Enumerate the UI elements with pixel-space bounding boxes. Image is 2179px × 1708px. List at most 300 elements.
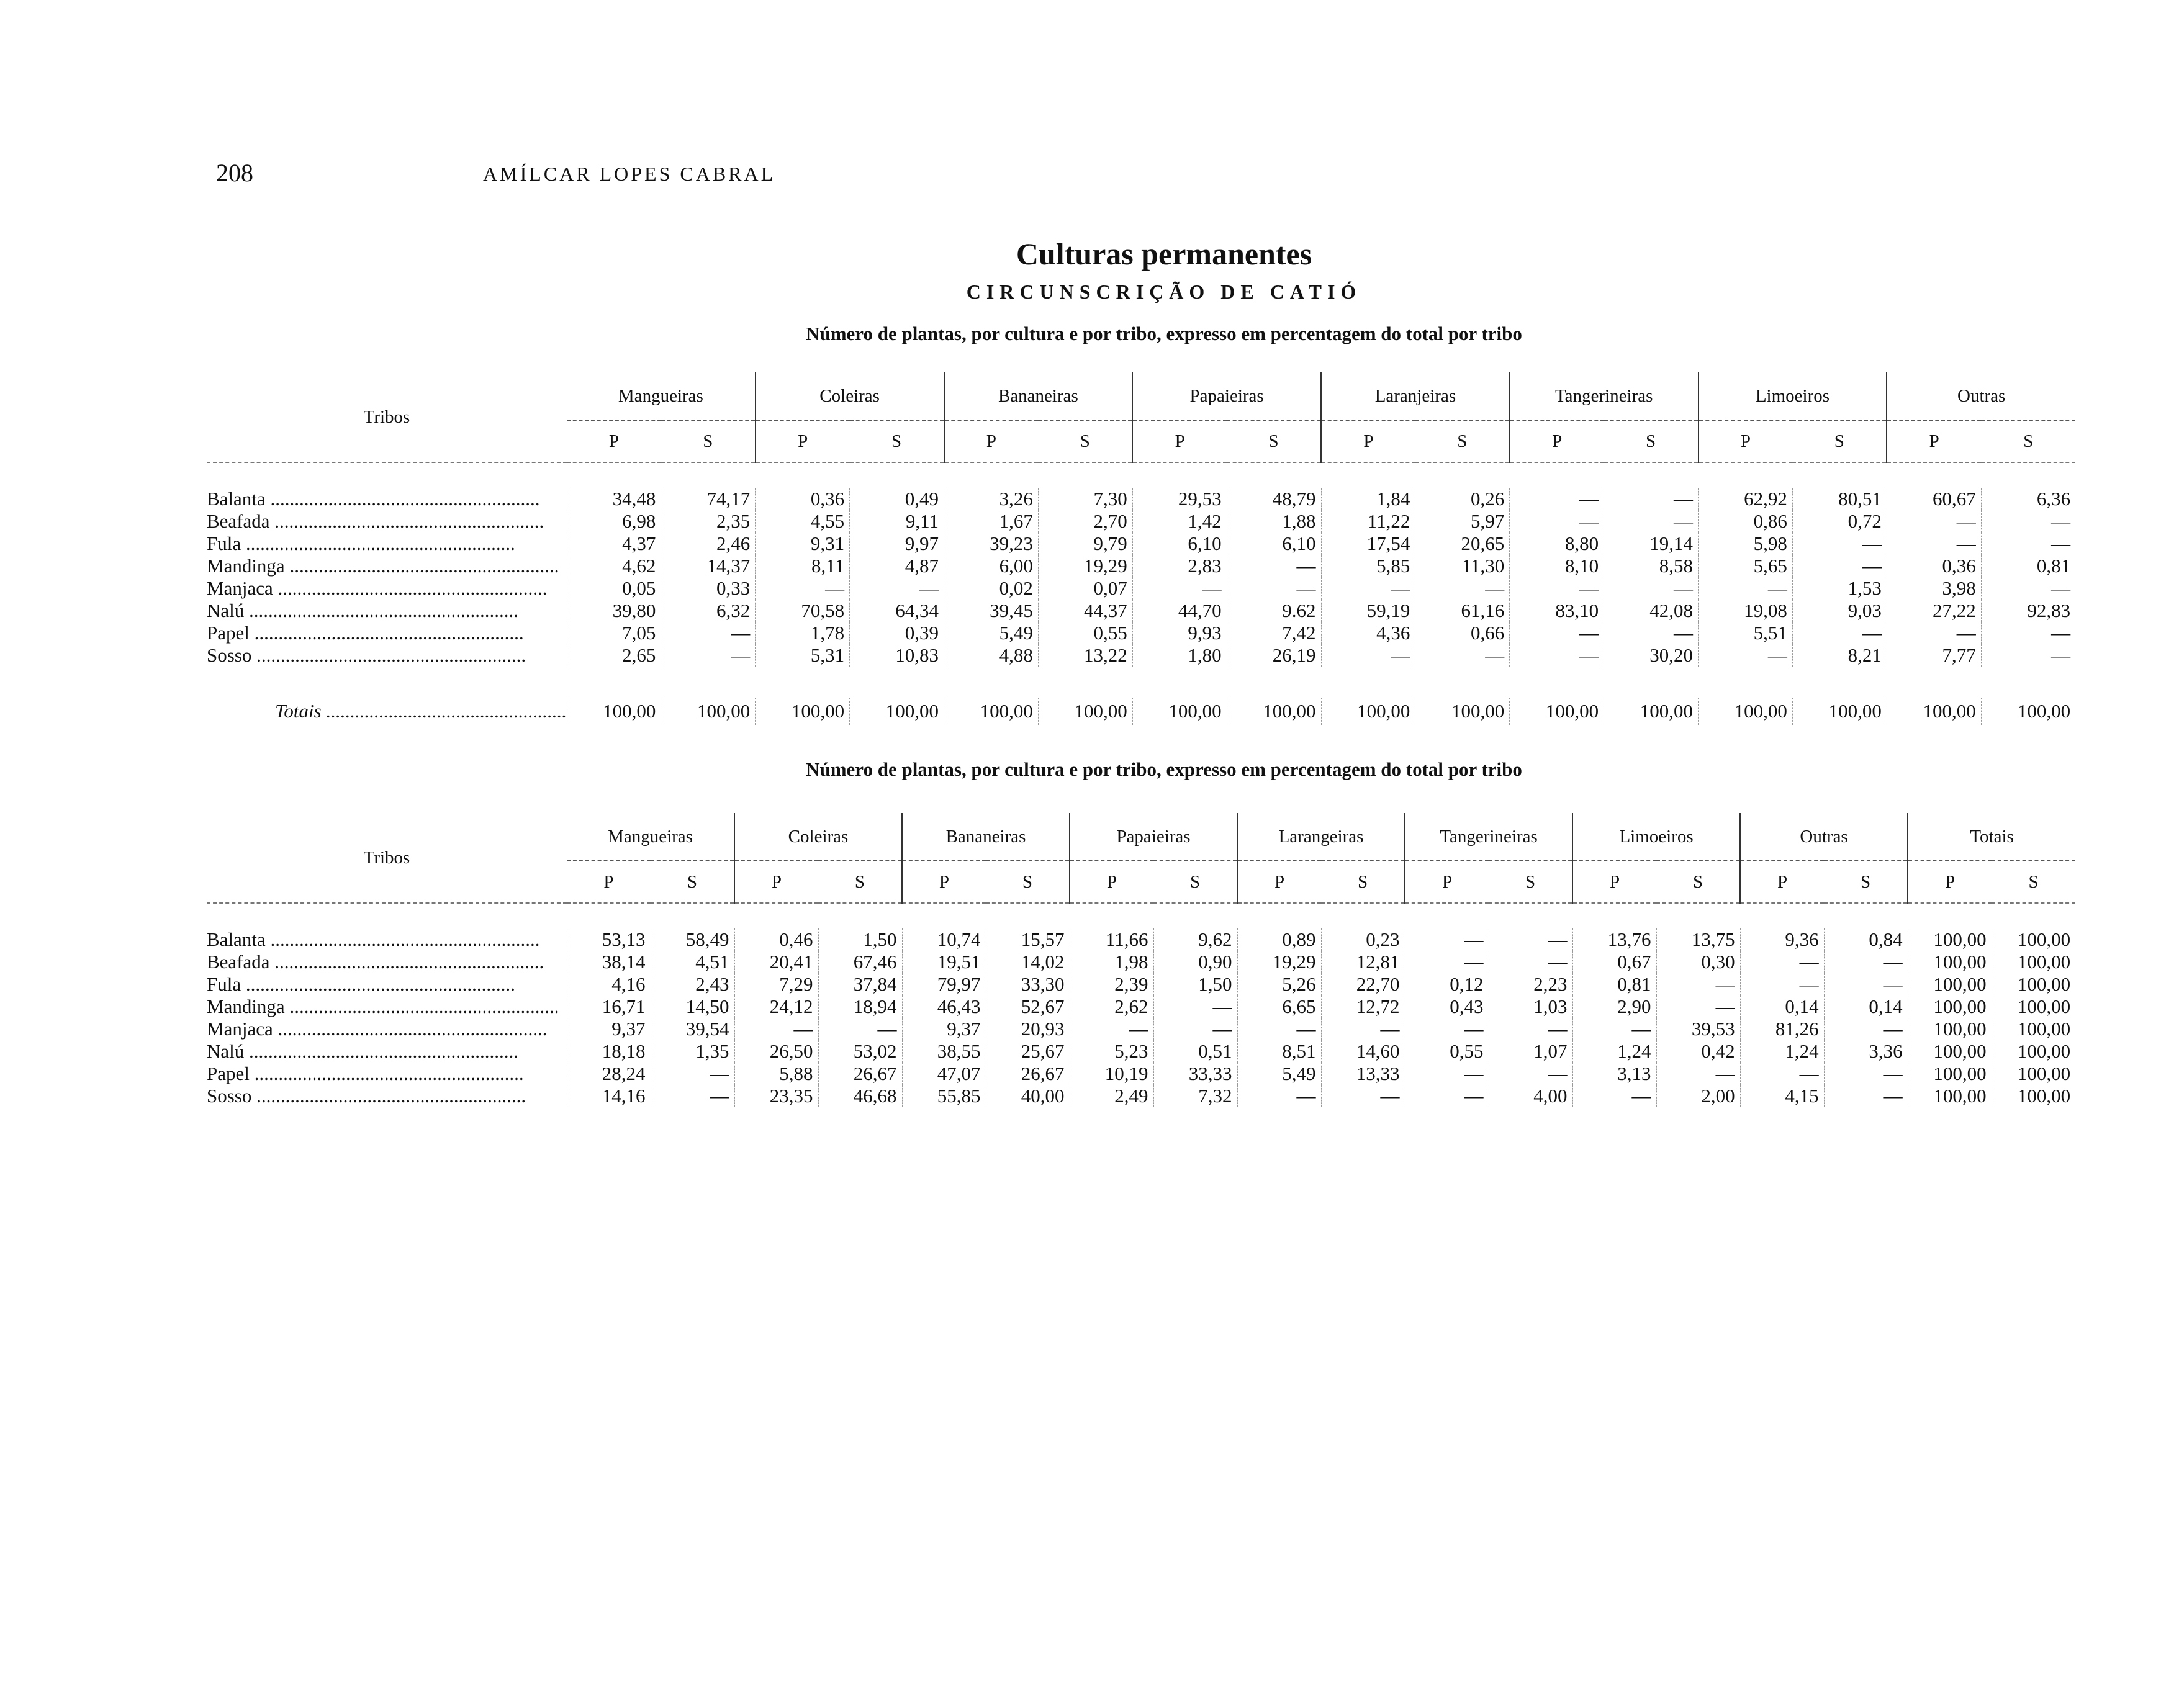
- value-cell: 100,00: [1992, 1085, 2075, 1107]
- value-cell: 13,76: [1572, 928, 1656, 951]
- value-cell: —: [1132, 577, 1227, 600]
- value-cell: —: [1489, 1018, 1572, 1040]
- value-cell: 7,29: [734, 973, 818, 996]
- value-cell: 79,97: [902, 973, 986, 996]
- value-cell: 8,58: [1604, 555, 1699, 577]
- value-cell: 0,46: [734, 928, 818, 951]
- s-header: S: [850, 420, 944, 462]
- value-cell: —: [1981, 510, 2075, 533]
- value-cell: —: [1572, 1085, 1656, 1107]
- value-cell: —: [1604, 622, 1699, 644]
- value-cell: 2,43: [651, 973, 734, 996]
- p-header: P: [1572, 861, 1656, 903]
- value-cell: —: [1321, 1018, 1405, 1040]
- value-cell: 9,37: [902, 1018, 986, 1040]
- p-header: P: [567, 420, 661, 462]
- crop-header: Limoeiros: [1572, 813, 1740, 861]
- table-row: [207, 1085, 2075, 1107]
- value-cell: 1,35: [651, 1040, 734, 1063]
- value-cell: —: [1237, 1085, 1321, 1107]
- value-cell: 80,51: [1792, 488, 1887, 510]
- value-cell: 7,05: [567, 622, 661, 644]
- value-cell: —: [661, 644, 756, 667]
- value-cell: —: [651, 1063, 734, 1085]
- table-row: [207, 951, 2075, 973]
- value-cell: 0,02: [944, 577, 1039, 600]
- value-cell: 9,03: [1792, 600, 1887, 622]
- p-header: P: [1740, 861, 1824, 903]
- value-cell: —: [1740, 973, 1824, 996]
- value-cell: —: [1604, 510, 1699, 533]
- value-cell: 8,10: [1510, 555, 1604, 577]
- value-cell: 0,89: [1237, 928, 1321, 951]
- value-cell: —: [1981, 533, 2075, 555]
- total-cell: 100,00: [756, 698, 850, 725]
- value-cell: 92,83: [1981, 600, 2075, 622]
- s-header: S: [1038, 420, 1132, 462]
- value-cell: 60,67: [1887, 488, 1981, 510]
- value-cell: 100,00: [1908, 973, 1992, 996]
- total-cell: 100,00: [944, 698, 1039, 725]
- value-cell: 62,92: [1699, 488, 1793, 510]
- value-cell: 3,13: [1572, 1063, 1656, 1085]
- value-cell: 8,21: [1792, 644, 1887, 667]
- crop-header: Mangueiras: [567, 372, 756, 420]
- total-cell: 100,00: [1227, 698, 1321, 725]
- value-cell: 46,43: [902, 996, 986, 1018]
- value-cell: —: [1237, 1018, 1321, 1040]
- value-cell: 6,98: [567, 510, 661, 533]
- value-cell: 6,32: [661, 600, 756, 622]
- value-cell: 8,11: [756, 555, 850, 577]
- value-cell: 55,85: [902, 1085, 986, 1107]
- value-cell: —: [1153, 1018, 1237, 1040]
- value-cell: 33,30: [986, 973, 1070, 996]
- value-cell: 48,79: [1227, 488, 1321, 510]
- value-cell: 25,67: [986, 1040, 1070, 1063]
- value-cell: —: [1887, 622, 1981, 644]
- value-cell: 5,88: [734, 1063, 818, 1085]
- value-cell: 12,81: [1321, 951, 1405, 973]
- value-cell: 100,00: [1908, 951, 1992, 973]
- value-cell: 18,18: [567, 1040, 651, 1063]
- s-header: S: [1656, 861, 1740, 903]
- value-cell: —: [1824, 951, 1908, 973]
- value-cell: —: [1405, 1085, 1489, 1107]
- value-cell: 20,93: [986, 1018, 1070, 1040]
- value-cell: 100,00: [1992, 1063, 2075, 1085]
- value-cell: —: [1321, 644, 1415, 667]
- total-cell: 100,00: [1699, 698, 1793, 725]
- value-cell: 4,87: [850, 555, 944, 577]
- value-cell: 4,36: [1321, 622, 1415, 644]
- tribe-name: Sosso .....: [207, 644, 567, 667]
- value-cell: 2,39: [1070, 973, 1153, 996]
- value-cell: —: [1887, 510, 1981, 533]
- value-cell: 5,31: [756, 644, 850, 667]
- value-cell: 7,30: [1038, 488, 1132, 510]
- value-cell: 2,90: [1572, 996, 1656, 1018]
- value-cell: 44,37: [1038, 600, 1132, 622]
- value-cell: 4,00: [1489, 1085, 1572, 1107]
- value-cell: 1,50: [818, 928, 902, 951]
- p-header: P: [1510, 420, 1604, 462]
- crop-header: Tangerineiras: [1510, 372, 1699, 420]
- value-cell: 67,46: [818, 951, 902, 973]
- value-cell: 4,16: [567, 973, 651, 996]
- table-row: [207, 1063, 2075, 1085]
- value-cell: —: [1153, 996, 1237, 1018]
- p-header: P: [1405, 861, 1489, 903]
- value-cell: —: [661, 622, 756, 644]
- value-cell: 52,67: [986, 996, 1070, 1018]
- value-cell: 1,50: [1153, 973, 1237, 996]
- value-cell: 2,62: [1070, 996, 1153, 1018]
- value-cell: —: [1824, 1018, 1908, 1040]
- value-cell: 0,49: [850, 488, 944, 510]
- value-cell: 83,10: [1510, 600, 1604, 622]
- value-cell: 1,24: [1572, 1040, 1656, 1063]
- value-cell: 1,24: [1740, 1040, 1824, 1063]
- value-cell: 5,23: [1070, 1040, 1153, 1063]
- s-header: S: [1604, 420, 1699, 462]
- value-cell: 9,31: [756, 533, 850, 555]
- value-cell: 19,29: [1237, 951, 1321, 973]
- value-cell: 9,93: [1132, 622, 1227, 644]
- table-plants-by-tribe-share: [207, 813, 2075, 1107]
- value-cell: 5,49: [1237, 1063, 1321, 1085]
- value-cell: —: [1405, 1018, 1489, 1040]
- value-cell: —: [651, 1085, 734, 1107]
- value-cell: 0,72: [1792, 510, 1887, 533]
- value-cell: 39,53: [1656, 1018, 1740, 1040]
- value-cell: 0,05: [567, 577, 661, 600]
- value-cell: 2,70: [1038, 510, 1132, 533]
- value-cell: 2,65: [567, 644, 661, 667]
- value-cell: —: [1604, 577, 1699, 600]
- value-cell: 5,97: [1415, 510, 1510, 533]
- value-cell: 7,42: [1227, 622, 1321, 644]
- total-cell: 100,00: [850, 698, 944, 725]
- value-cell: 13,33: [1321, 1063, 1405, 1085]
- value-cell: 1,78: [756, 622, 850, 644]
- value-cell: —: [1740, 951, 1824, 973]
- value-cell: —: [1415, 577, 1510, 600]
- value-cell: 53,02: [818, 1040, 902, 1063]
- p-header: P: [1132, 420, 1227, 462]
- value-cell: 0,66: [1415, 622, 1510, 644]
- value-cell: 19,51: [902, 951, 986, 973]
- tribe-name: Sosso .....: [207, 1085, 567, 1107]
- value-cell: 100,00: [1908, 1085, 1992, 1107]
- value-cell: 100,00: [1908, 1040, 1992, 1063]
- value-cell: 23,35: [734, 1085, 818, 1107]
- totals-row: [207, 698, 2075, 725]
- value-cell: 7,32: [1153, 1085, 1237, 1107]
- value-cell: —: [1981, 622, 2075, 644]
- totals-label: Totais .....: [207, 698, 567, 725]
- value-cell: 100,00: [1908, 928, 1992, 951]
- value-cell: 11,30: [1415, 555, 1510, 577]
- value-cell: —: [1405, 1063, 1489, 1085]
- p-header: P: [734, 861, 818, 903]
- value-cell: —: [1405, 951, 1489, 973]
- crop-header-row: [207, 813, 2075, 861]
- total-cell: 100,00: [1604, 698, 1699, 725]
- value-cell: 39,54: [651, 1018, 734, 1040]
- value-cell: —: [1656, 973, 1740, 996]
- table2-caption: Número de plantas, por cultura e por tribo, expresso em percentagem do total por tribo: [806, 758, 1522, 780]
- value-cell: —: [1604, 488, 1699, 510]
- value-cell: —: [1415, 644, 1510, 667]
- value-cell: 9,79: [1038, 533, 1132, 555]
- value-cell: —: [1792, 555, 1887, 577]
- value-cell: 9.62: [1227, 600, 1321, 622]
- tribe-name: Nalú .....: [207, 1040, 567, 1063]
- p-header: P: [567, 861, 651, 903]
- value-cell: —: [1227, 577, 1321, 600]
- value-cell: 2,00: [1656, 1085, 1740, 1107]
- value-cell: 38,55: [902, 1040, 986, 1063]
- table-row: [207, 600, 2075, 622]
- value-cell: —: [850, 577, 944, 600]
- value-cell: 1,67: [944, 510, 1039, 533]
- value-cell: 39,80: [567, 600, 661, 622]
- total-cell: 100,00: [1038, 698, 1132, 725]
- value-cell: 33,33: [1153, 1063, 1237, 1085]
- value-cell: 0,42: [1656, 1040, 1740, 1063]
- value-cell: —: [1981, 644, 2075, 667]
- crop-header: Papaieiras: [1070, 813, 1237, 861]
- value-cell: 0,36: [1887, 555, 1981, 577]
- value-cell: 38,14: [567, 951, 651, 973]
- value-cell: 26,50: [734, 1040, 818, 1063]
- value-cell: —: [1824, 973, 1908, 996]
- total-cell: 100,00: [661, 698, 756, 725]
- value-cell: 5,49: [944, 622, 1039, 644]
- value-cell: 1,84: [1321, 488, 1415, 510]
- table-row: [207, 488, 2075, 510]
- p-header: P: [756, 420, 850, 462]
- value-cell: 0,14: [1824, 996, 1908, 1018]
- value-cell: 9,36: [1740, 928, 1824, 951]
- value-cell: —: [734, 1018, 818, 1040]
- value-cell: —: [1321, 1085, 1405, 1107]
- value-cell: 0,26: [1415, 488, 1510, 510]
- value-cell: 64,34: [850, 600, 944, 622]
- section-title: Culturas permanentes: [1016, 236, 1312, 271]
- value-cell: 2,49: [1070, 1085, 1153, 1107]
- crop-header: Papaieiras: [1132, 372, 1321, 420]
- value-cell: 3,36: [1824, 1040, 1908, 1063]
- value-cell: 4,15: [1740, 1085, 1824, 1107]
- value-cell: 13,75: [1656, 928, 1740, 951]
- value-cell: —: [1489, 928, 1572, 951]
- value-cell: 15,57: [986, 928, 1070, 951]
- value-cell: 6,10: [1132, 533, 1227, 555]
- value-cell: 37,84: [818, 973, 902, 996]
- table-row: [207, 644, 2075, 667]
- tribe-name: Fula .....: [207, 973, 567, 996]
- value-cell: 14,50: [651, 996, 734, 1018]
- value-cell: —: [1510, 577, 1604, 600]
- value-cell: —: [1792, 533, 1887, 555]
- value-cell: 24,12: [734, 996, 818, 1018]
- s-header: S: [1153, 861, 1237, 903]
- value-cell: —: [1510, 644, 1604, 667]
- value-cell: —: [1824, 1063, 1908, 1085]
- value-cell: 0,55: [1405, 1040, 1489, 1063]
- crop-header: Coleiras: [756, 372, 944, 420]
- tribe-column-header: Tribos: [207, 813, 567, 903]
- crop-header: Mangueiras: [567, 813, 734, 861]
- crop-header: Totais: [1908, 813, 2075, 861]
- p-header: P: [1070, 861, 1153, 903]
- value-cell: 30,20: [1604, 644, 1699, 667]
- s-header: S: [986, 861, 1070, 903]
- value-cell: 29,53: [1132, 488, 1227, 510]
- tribe-name: Manjaca .....: [207, 577, 567, 600]
- value-cell: —: [1510, 510, 1604, 533]
- value-cell: 12,72: [1321, 996, 1405, 1018]
- total-cell: 100,00: [1887, 698, 1981, 725]
- value-cell: 100,00: [1908, 1018, 1992, 1040]
- crop-header: Limoeiros: [1699, 372, 1887, 420]
- value-cell: 0,55: [1038, 622, 1132, 644]
- value-cell: 100,00: [1992, 1018, 2075, 1040]
- value-cell: —: [1510, 622, 1604, 644]
- value-cell: 17,54: [1321, 533, 1415, 555]
- s-header: S: [651, 861, 734, 903]
- value-cell: 4,62: [567, 555, 661, 577]
- tribe-name: Mandinga .....: [207, 996, 567, 1018]
- value-cell: 14,02: [986, 951, 1070, 973]
- table-row: [207, 1018, 2075, 1040]
- table-row: [207, 533, 2075, 555]
- s-header: S: [1489, 861, 1572, 903]
- crop-header: Tangerineiras: [1405, 813, 1572, 861]
- value-cell: 100,00: [1992, 973, 2075, 996]
- value-cell: 19,14: [1604, 533, 1699, 555]
- value-cell: 4,55: [756, 510, 850, 533]
- value-cell: 59,19: [1321, 600, 1415, 622]
- tribe-name: Fula .....: [207, 533, 567, 555]
- value-cell: 0,86: [1699, 510, 1793, 533]
- value-cell: 0,43: [1405, 996, 1489, 1018]
- tribe-name: Mandinga .....: [207, 555, 567, 577]
- value-cell: 0,14: [1740, 996, 1824, 1018]
- value-cell: 6,65: [1237, 996, 1321, 1018]
- value-cell: —: [756, 577, 850, 600]
- value-cell: —: [1824, 1085, 1908, 1107]
- value-cell: —: [1656, 996, 1740, 1018]
- value-cell: 5,85: [1321, 555, 1415, 577]
- value-cell: 13,22: [1038, 644, 1132, 667]
- page-number: 208: [216, 159, 253, 187]
- value-cell: 18,94: [818, 996, 902, 1018]
- value-cell: 4,88: [944, 644, 1039, 667]
- tribe-name: Nalú .....: [207, 600, 567, 622]
- crop-header-row: [207, 372, 2075, 420]
- value-cell: 4,51: [651, 951, 734, 973]
- total-cell: 100,00: [1132, 698, 1227, 725]
- value-cell: 26,19: [1227, 644, 1321, 667]
- value-cell: 5,98: [1699, 533, 1793, 555]
- value-cell: 1,53: [1792, 577, 1887, 600]
- table-row: [207, 1040, 2075, 1063]
- value-cell: 0,36: [756, 488, 850, 510]
- value-cell: —: [1740, 1063, 1824, 1085]
- total-cell: 100,00: [1321, 698, 1415, 725]
- value-cell: —: [1699, 577, 1793, 600]
- total-cell: 100,00: [567, 698, 661, 725]
- crop-header: Larangeiras: [1237, 813, 1405, 861]
- table-row: [207, 622, 2075, 644]
- value-cell: 11,22: [1321, 510, 1415, 533]
- crop-header: Bananeiras: [944, 372, 1133, 420]
- value-cell: 40,00: [986, 1085, 1070, 1107]
- p-header: P: [1908, 861, 1992, 903]
- total-cell: 100,00: [1981, 698, 2075, 725]
- p-header: P: [1699, 420, 1793, 462]
- value-cell: 0,81: [1572, 973, 1656, 996]
- tribe-name: Manjaca .....: [207, 1018, 567, 1040]
- district-heading: CIRCUNSCRIÇÃO DE CATIÓ: [966, 281, 1362, 303]
- table-row: [207, 928, 2075, 951]
- value-cell: 100,00: [1992, 996, 2075, 1018]
- value-cell: 10,83: [850, 644, 944, 667]
- value-cell: 100,00: [1992, 951, 2075, 973]
- value-cell: 20,65: [1415, 533, 1510, 555]
- table-plants-by-crop-share: [207, 372, 2075, 725]
- value-cell: —: [1699, 644, 1793, 667]
- p-header: P: [944, 420, 1039, 462]
- tribe-name: Balanta .....: [207, 928, 567, 951]
- value-cell: 9,97: [850, 533, 944, 555]
- value-cell: —: [1981, 577, 2075, 600]
- tribe-name: Papel .....: [207, 1063, 567, 1085]
- value-cell: 14,60: [1321, 1040, 1405, 1063]
- value-cell: 0,67: [1572, 951, 1656, 973]
- value-cell: 0,90: [1153, 951, 1237, 973]
- tribe-name: Papel .....: [207, 622, 567, 644]
- value-cell: 1,88: [1227, 510, 1321, 533]
- value-cell: 3,98: [1887, 577, 1981, 600]
- value-cell: 16,71: [567, 996, 651, 1018]
- s-header: S: [1981, 420, 2075, 462]
- value-cell: —: [1405, 928, 1489, 951]
- value-cell: 6,36: [1981, 488, 2075, 510]
- value-cell: 100,00: [1992, 928, 2075, 951]
- value-cell: 39,45: [944, 600, 1039, 622]
- value-cell: 20,41: [734, 951, 818, 973]
- value-cell: 1,42: [1132, 510, 1227, 533]
- crop-header: Outras: [1740, 813, 1908, 861]
- value-cell: 0,81: [1981, 555, 2075, 577]
- s-header: S: [1321, 861, 1405, 903]
- value-cell: 5,51: [1699, 622, 1793, 644]
- value-cell: 2,83: [1132, 555, 1227, 577]
- value-cell: 0,30: [1656, 951, 1740, 973]
- value-cell: —: [1227, 555, 1321, 577]
- value-cell: 19,29: [1038, 555, 1132, 577]
- s-header: S: [1415, 420, 1510, 462]
- value-cell: 14,16: [567, 1085, 651, 1107]
- value-cell: 6,10: [1227, 533, 1321, 555]
- table-row: [207, 577, 2075, 600]
- p-header: P: [1887, 420, 1981, 462]
- value-cell: 47,07: [902, 1063, 986, 1085]
